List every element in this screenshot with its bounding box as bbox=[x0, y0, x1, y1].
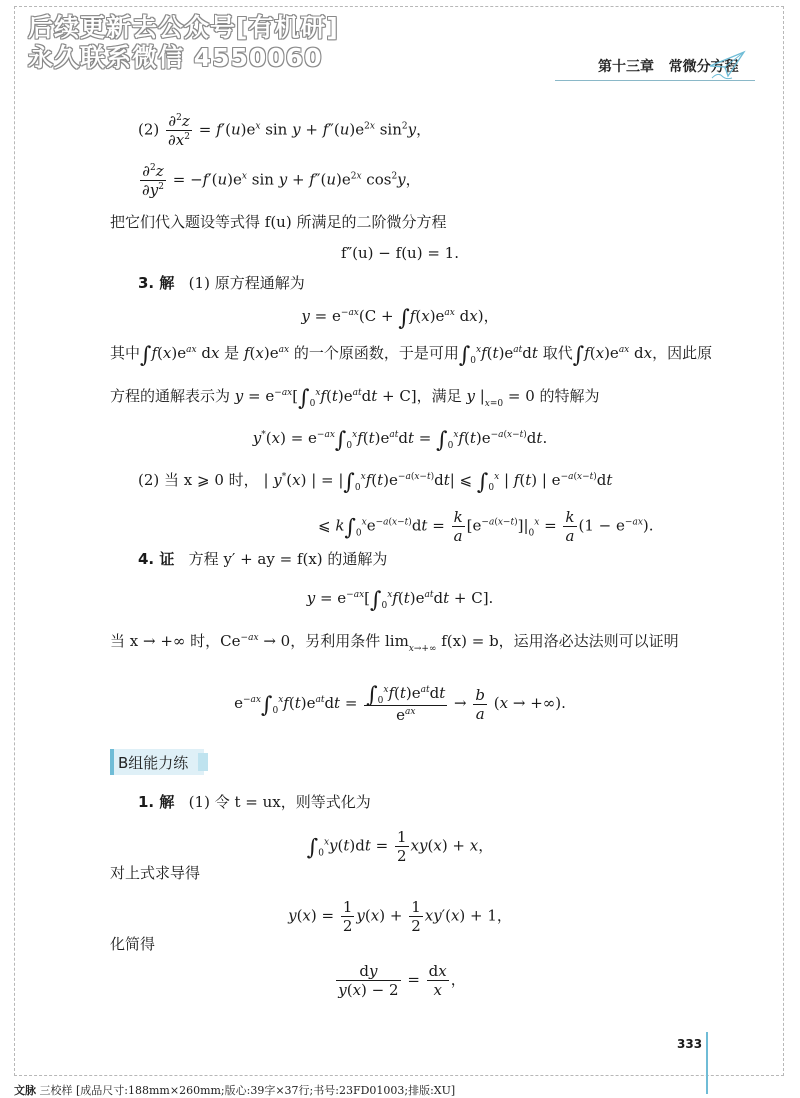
eq-integral-equation: $\int_0^xy(t)dt$ = $\frac{1}{2}$ xy(x) + x， bbox=[306, 828, 494, 865]
eq-derivative: y(x) = $\frac{1}{2}$ y(x) + $\frac{1}{2}$ xy′(x) + 1， bbox=[288, 898, 512, 935]
paragraph-particular: 方程的通解表示为 $y = e^{-ax}[\int_0^xf(t)e^{at}dt + C]$，满足 y $|_{x=0} = 0$ 的特解为 bbox=[110, 386, 600, 411]
footer-brand: 文脉 bbox=[14, 1084, 36, 1097]
watermark-line-1: 后续更新去公众号[有机研] bbox=[28, 13, 339, 42]
eq-separated: $\frac{dy}{y(x) - 2}$ = $\frac{dx}{x}$ ， bbox=[338, 962, 466, 999]
eq-lhopital: $e^{-ax}\int_0^xf(t)e^{at}dt$ = $\frac{\int_0^xf(t)e^{at}dt}{e^{ax}}$ → $\frac{b}{a}$ (x → +∞). bbox=[234, 683, 566, 724]
eq-general-solution-4: $y = e^{-ax}[\int_0^xf(t)e^{at}dt + C]$. bbox=[306, 588, 494, 613]
chapter-label: 第十三章 bbox=[598, 59, 654, 75]
problem-b1-heading: 1. 解 (1) 令 t = ux，则等式化为 bbox=[138, 793, 371, 811]
paragraph-simplify: 化简得 bbox=[110, 935, 156, 953]
page-number: 333 bbox=[677, 1037, 703, 1051]
header-rule bbox=[555, 80, 755, 81]
eq-ode-f: f″(u) − f(u) = 1. bbox=[341, 244, 459, 262]
page-edge-bar bbox=[706, 1032, 708, 1094]
eq-bound-2: ⩽ $k\int_0^xe^{-a(x-t)}dt$ = $\frac{k}{a}$ $[e^{-a(x-t)}]|_0^x$ = $\frac{k}{a}$ $(1 - e^{-ax})$. bbox=[318, 508, 654, 545]
eq-general-solution: $y = e^{-ax}(C + \int f(x)e^{ax}$ dx)， bbox=[301, 306, 499, 331]
eq-particular-solution: $y^*(x) = e^{-ax}\int_0^xf(t)e^{at}dt = \int_0^xf(t)e^{-a(x-t)}dt$. bbox=[252, 428, 548, 453]
paragraph-differentiate: 对上式求导得 bbox=[110, 864, 201, 882]
paper-plane-icon bbox=[708, 48, 748, 82]
paragraph-limit: 当 x → +∞ 时，$Ce^{-ax} \to 0$，另利用条件 $\lim_{x\to+\infty} f(x) = b$，运用洛必达法则可以证明 bbox=[110, 632, 679, 654]
section-banner-tab bbox=[198, 753, 208, 771]
paragraph-substitute: 把它们代入题设等式得 f(u) 所满足的二阶微分方程 bbox=[110, 213, 447, 231]
paragraph-primitive: 其中$\int f(x)e^{ax}$ dx 是 $f(x)e^{ax}$ 的一个原函数，于是可用$\int_0^xf(t)e^{at}dt$ 取代$\int f(x)e^{ax}$ dx，因此原 bbox=[110, 343, 713, 368]
watermark-line-2: 永久联系微信 4550060 bbox=[28, 43, 323, 72]
problem-3-heading: 3. 解 (1) 原方程通解为 bbox=[138, 274, 305, 292]
problem-4-heading: 4. 证 方程 y′ + ay = f(x) 的通解为 bbox=[138, 550, 388, 568]
footer-text: 三校样 [成品尺寸:188mm×260mm;版心:39字×37行;书号:23FD01003;排版:XU] bbox=[39, 1084, 456, 1097]
eq-bound-1: (2) 当 x ⩾ 0 时， | y*(x) | = $|\int_0^xf(t)e^{-a(x-t)}dt|$ ⩽ $\int_0^x$ | f(t) | $e^{-a(x-t)}dt$ bbox=[138, 470, 613, 495]
section-title: B组能力练 bbox=[118, 754, 189, 772]
eq-second-partial-x: (2) $\frac{\partial^2z}{\partial x^2}$ = $f'(u)e^x$ $\sin y + f''(u)e^{2x}$ $\sin^2y$， bbox=[138, 112, 432, 149]
chapter-title: 常微分方程 bbox=[668, 59, 739, 75]
eq-second-partial-y: $\frac{\partial^2z}{\partial y^2}$ = $-f'(u)e^x$ $\sin y + f''(u)e^{2x}$ $\cos^2y$， bbox=[142, 162, 421, 199]
print-footer bbox=[14, 1082, 455, 1098]
